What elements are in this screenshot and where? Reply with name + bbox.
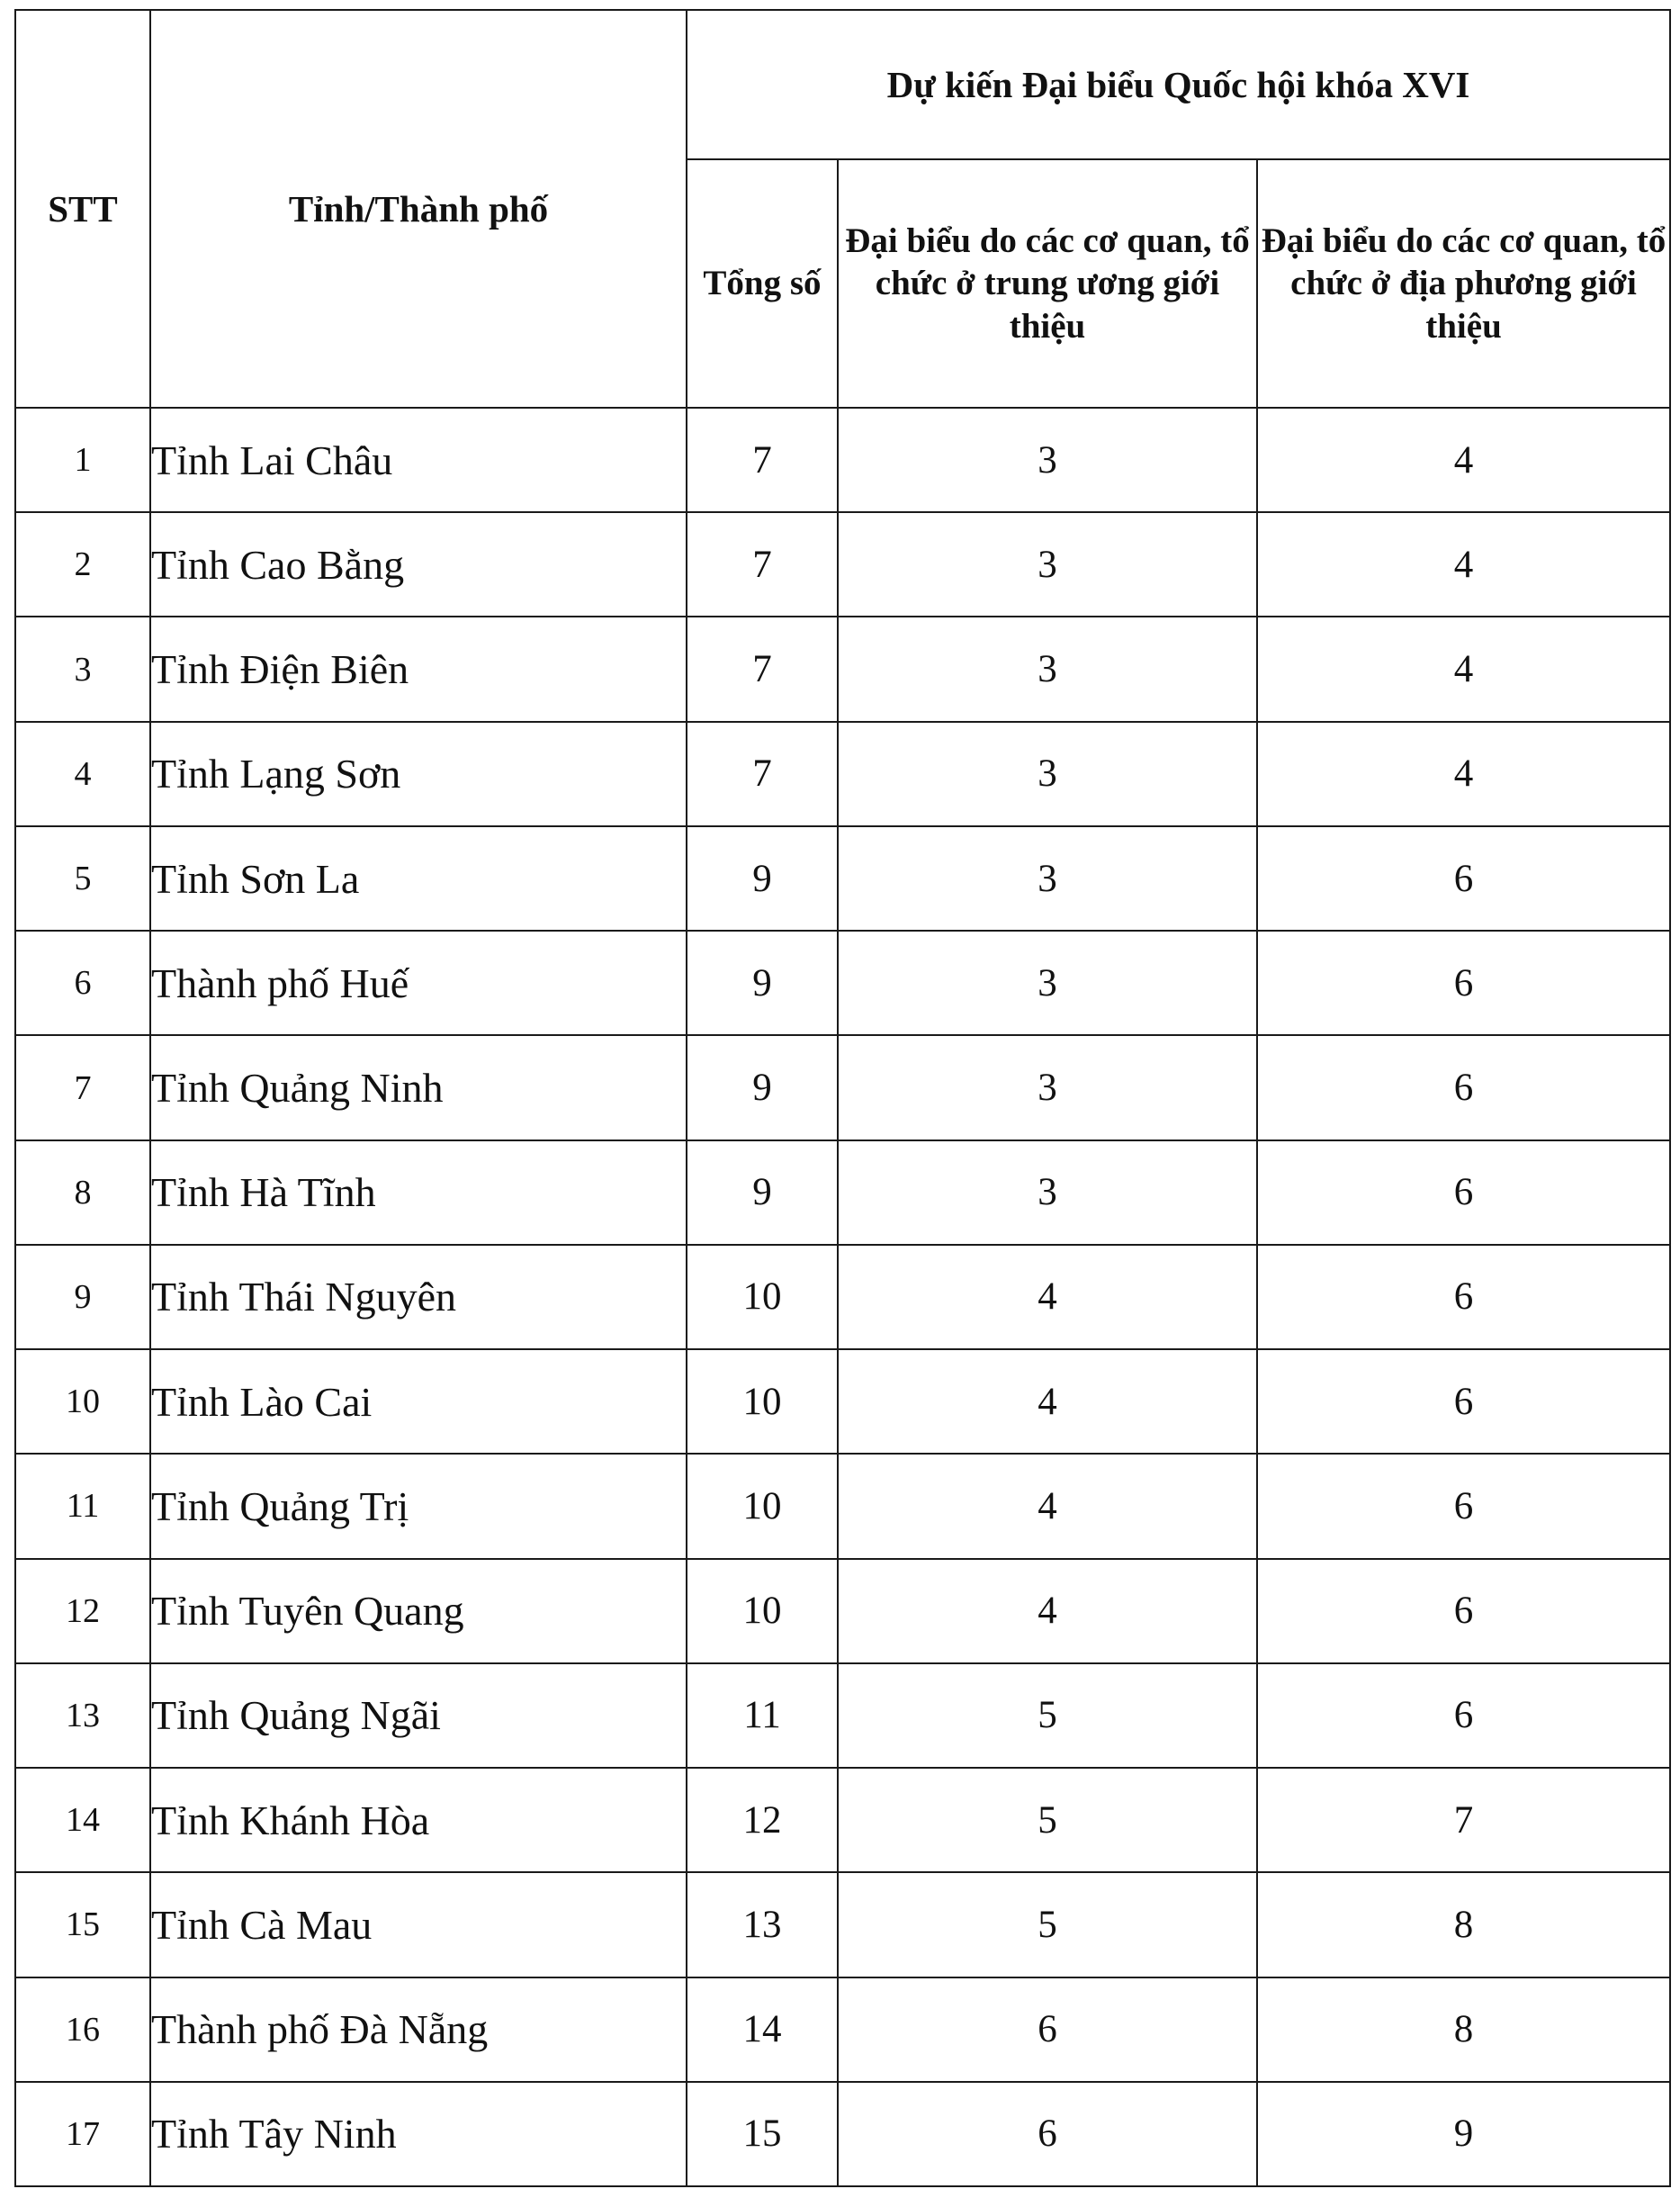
cell-total: 10 bbox=[687, 1454, 838, 1558]
cell-local: 7 bbox=[1257, 1768, 1670, 1872]
cell-central: 3 bbox=[838, 931, 1257, 1035]
cell-central: 3 bbox=[838, 1035, 1257, 1140]
table-row bbox=[15, 1768, 1670, 1872]
cell-total: 7 bbox=[687, 722, 838, 826]
cell-province-name: Tỉnh Lào Cai bbox=[150, 1349, 687, 1454]
cell-central: 5 bbox=[838, 1872, 1257, 1977]
cell-stt: 12 bbox=[15, 1559, 150, 1663]
cell-local: 4 bbox=[1257, 722, 1670, 826]
cell-province-name: Tỉnh Tây Ninh bbox=[150, 2082, 687, 2186]
cell-stt: 15 bbox=[15, 1872, 150, 1977]
cell-total: 9 bbox=[687, 931, 838, 1035]
cell-stt: 2 bbox=[15, 512, 150, 617]
cell-stt: 1 bbox=[15, 408, 150, 512]
delegate-allocation-table bbox=[14, 9, 1671, 2187]
cell-central: 5 bbox=[838, 1768, 1257, 1872]
cell-local: 6 bbox=[1257, 931, 1670, 1035]
table-row bbox=[15, 1245, 1670, 1349]
cell-province-name: Tỉnh Hà Tĩnh bbox=[150, 1140, 687, 1245]
cell-total: 9 bbox=[687, 1140, 838, 1245]
cell-local: 6 bbox=[1257, 1035, 1670, 1140]
cell-total: 10 bbox=[687, 1349, 838, 1454]
cell-local: 4 bbox=[1257, 408, 1670, 512]
cell-total: 12 bbox=[687, 1768, 838, 1872]
table-row bbox=[15, 1349, 1670, 1454]
cell-central: 4 bbox=[838, 1454, 1257, 1558]
cell-local: 8 bbox=[1257, 1872, 1670, 1977]
cell-central: 4 bbox=[838, 1349, 1257, 1454]
cell-central: 5 bbox=[838, 1663, 1257, 1768]
cell-total: 7 bbox=[687, 617, 838, 721]
cell-local: 4 bbox=[1257, 617, 1670, 721]
table-row bbox=[15, 931, 1670, 1035]
table-row bbox=[15, 1035, 1670, 1140]
table-row bbox=[15, 1872, 1670, 1977]
cell-local: 6 bbox=[1257, 1663, 1670, 1768]
cell-local: 8 bbox=[1257, 1977, 1670, 2082]
header-stt: STT bbox=[15, 10, 150, 408]
table-row bbox=[15, 408, 1670, 512]
header-total: Tổng số bbox=[687, 159, 838, 408]
cell-province-name: Thành phố Đà Nẵng bbox=[150, 1977, 687, 2082]
cell-local: 6 bbox=[1257, 1454, 1670, 1558]
table-header bbox=[15, 10, 1670, 408]
cell-province-name: Tỉnh Quảng Ngãi bbox=[150, 1663, 687, 1768]
table-row bbox=[15, 1140, 1670, 1245]
cell-central: 6 bbox=[838, 1977, 1257, 2082]
cell-province-name: Tỉnh Cao Bằng bbox=[150, 512, 687, 617]
header-central: Đại biểu do các cơ quan, tổ chức ở trung ương giới thiệu bbox=[838, 159, 1257, 408]
cell-central: 3 bbox=[838, 1140, 1257, 1245]
table-row bbox=[15, 722, 1670, 826]
table-row bbox=[15, 1559, 1670, 1663]
cell-central: 6 bbox=[838, 2082, 1257, 2186]
header-local: Đại biểu do các cơ quan, tổ chức ở địa phương giới thiệu bbox=[1257, 159, 1670, 408]
cell-local: 6 bbox=[1257, 1559, 1670, 1663]
cell-total: 10 bbox=[687, 1245, 838, 1349]
cell-province-name: Tỉnh Quảng Trị bbox=[150, 1454, 687, 1558]
cell-province-name: Thành phố Huế bbox=[150, 931, 687, 1035]
cell-central: 3 bbox=[838, 826, 1257, 931]
table-row bbox=[15, 1454, 1670, 1558]
cell-stt: 3 bbox=[15, 617, 150, 721]
cell-total: 9 bbox=[687, 826, 838, 931]
cell-stt: 14 bbox=[15, 1768, 150, 1872]
cell-central: 4 bbox=[838, 1245, 1257, 1349]
cell-local: 6 bbox=[1257, 1140, 1670, 1245]
cell-local: 9 bbox=[1257, 2082, 1670, 2186]
cell-total: 7 bbox=[687, 512, 838, 617]
cell-stt: 7 bbox=[15, 1035, 150, 1140]
cell-central: 3 bbox=[838, 617, 1257, 721]
cell-stt: 8 bbox=[15, 1140, 150, 1245]
table-row bbox=[15, 617, 1670, 721]
cell-stt: 13 bbox=[15, 1663, 150, 1768]
header-province: Tỉnh/Thành phố bbox=[150, 10, 687, 408]
header-group-delegates: Dự kiến Đại biểu Quốc hội khóa XVI bbox=[687, 10, 1670, 159]
cell-central: 3 bbox=[838, 408, 1257, 512]
cell-province-name: Tỉnh Lai Châu bbox=[150, 408, 687, 512]
table-row bbox=[15, 2082, 1670, 2186]
cell-province-name: Tỉnh Quảng Ninh bbox=[150, 1035, 687, 1140]
cell-total: 14 bbox=[687, 1977, 838, 2082]
cell-local: 6 bbox=[1257, 1349, 1670, 1454]
cell-stt: 9 bbox=[15, 1245, 150, 1349]
cell-province-name: Tỉnh Tuyên Quang bbox=[150, 1559, 687, 1663]
cell-province-name: Tỉnh Sơn La bbox=[150, 826, 687, 931]
cell-total: 15 bbox=[687, 2082, 838, 2186]
cell-total: 7 bbox=[687, 408, 838, 512]
cell-province-name: Tỉnh Khánh Hòa bbox=[150, 1768, 687, 1872]
cell-total: 13 bbox=[687, 1872, 838, 1977]
table-row bbox=[15, 1663, 1670, 1768]
cell-stt: 16 bbox=[15, 1977, 150, 2082]
cell-central: 4 bbox=[838, 1559, 1257, 1663]
cell-local: 6 bbox=[1257, 1245, 1670, 1349]
table-row bbox=[15, 826, 1670, 931]
cell-central: 3 bbox=[838, 512, 1257, 617]
cell-stt: 6 bbox=[15, 931, 150, 1035]
cell-province-name: Tỉnh Thái Nguyên bbox=[150, 1245, 687, 1349]
cell-total: 11 bbox=[687, 1663, 838, 1768]
table-body bbox=[15, 408, 1670, 2186]
cell-central: 3 bbox=[838, 722, 1257, 826]
header-row-group bbox=[15, 10, 1670, 159]
table-row bbox=[15, 512, 1670, 617]
cell-province-name: Tỉnh Lạng Sơn bbox=[150, 722, 687, 826]
cell-total: 10 bbox=[687, 1559, 838, 1663]
cell-stt: 5 bbox=[15, 826, 150, 931]
cell-local: 6 bbox=[1257, 826, 1670, 931]
cell-province-name: Tỉnh Điện Biên bbox=[150, 617, 687, 721]
table-row bbox=[15, 1977, 1670, 2082]
cell-province-name: Tỉnh Cà Mau bbox=[150, 1872, 687, 1977]
cell-stt: 17 bbox=[15, 2082, 150, 2186]
cell-stt: 10 bbox=[15, 1349, 150, 1454]
cell-stt: 11 bbox=[15, 1454, 150, 1558]
cell-stt: 4 bbox=[15, 722, 150, 826]
cell-total: 9 bbox=[687, 1035, 838, 1140]
cell-local: 4 bbox=[1257, 512, 1670, 617]
